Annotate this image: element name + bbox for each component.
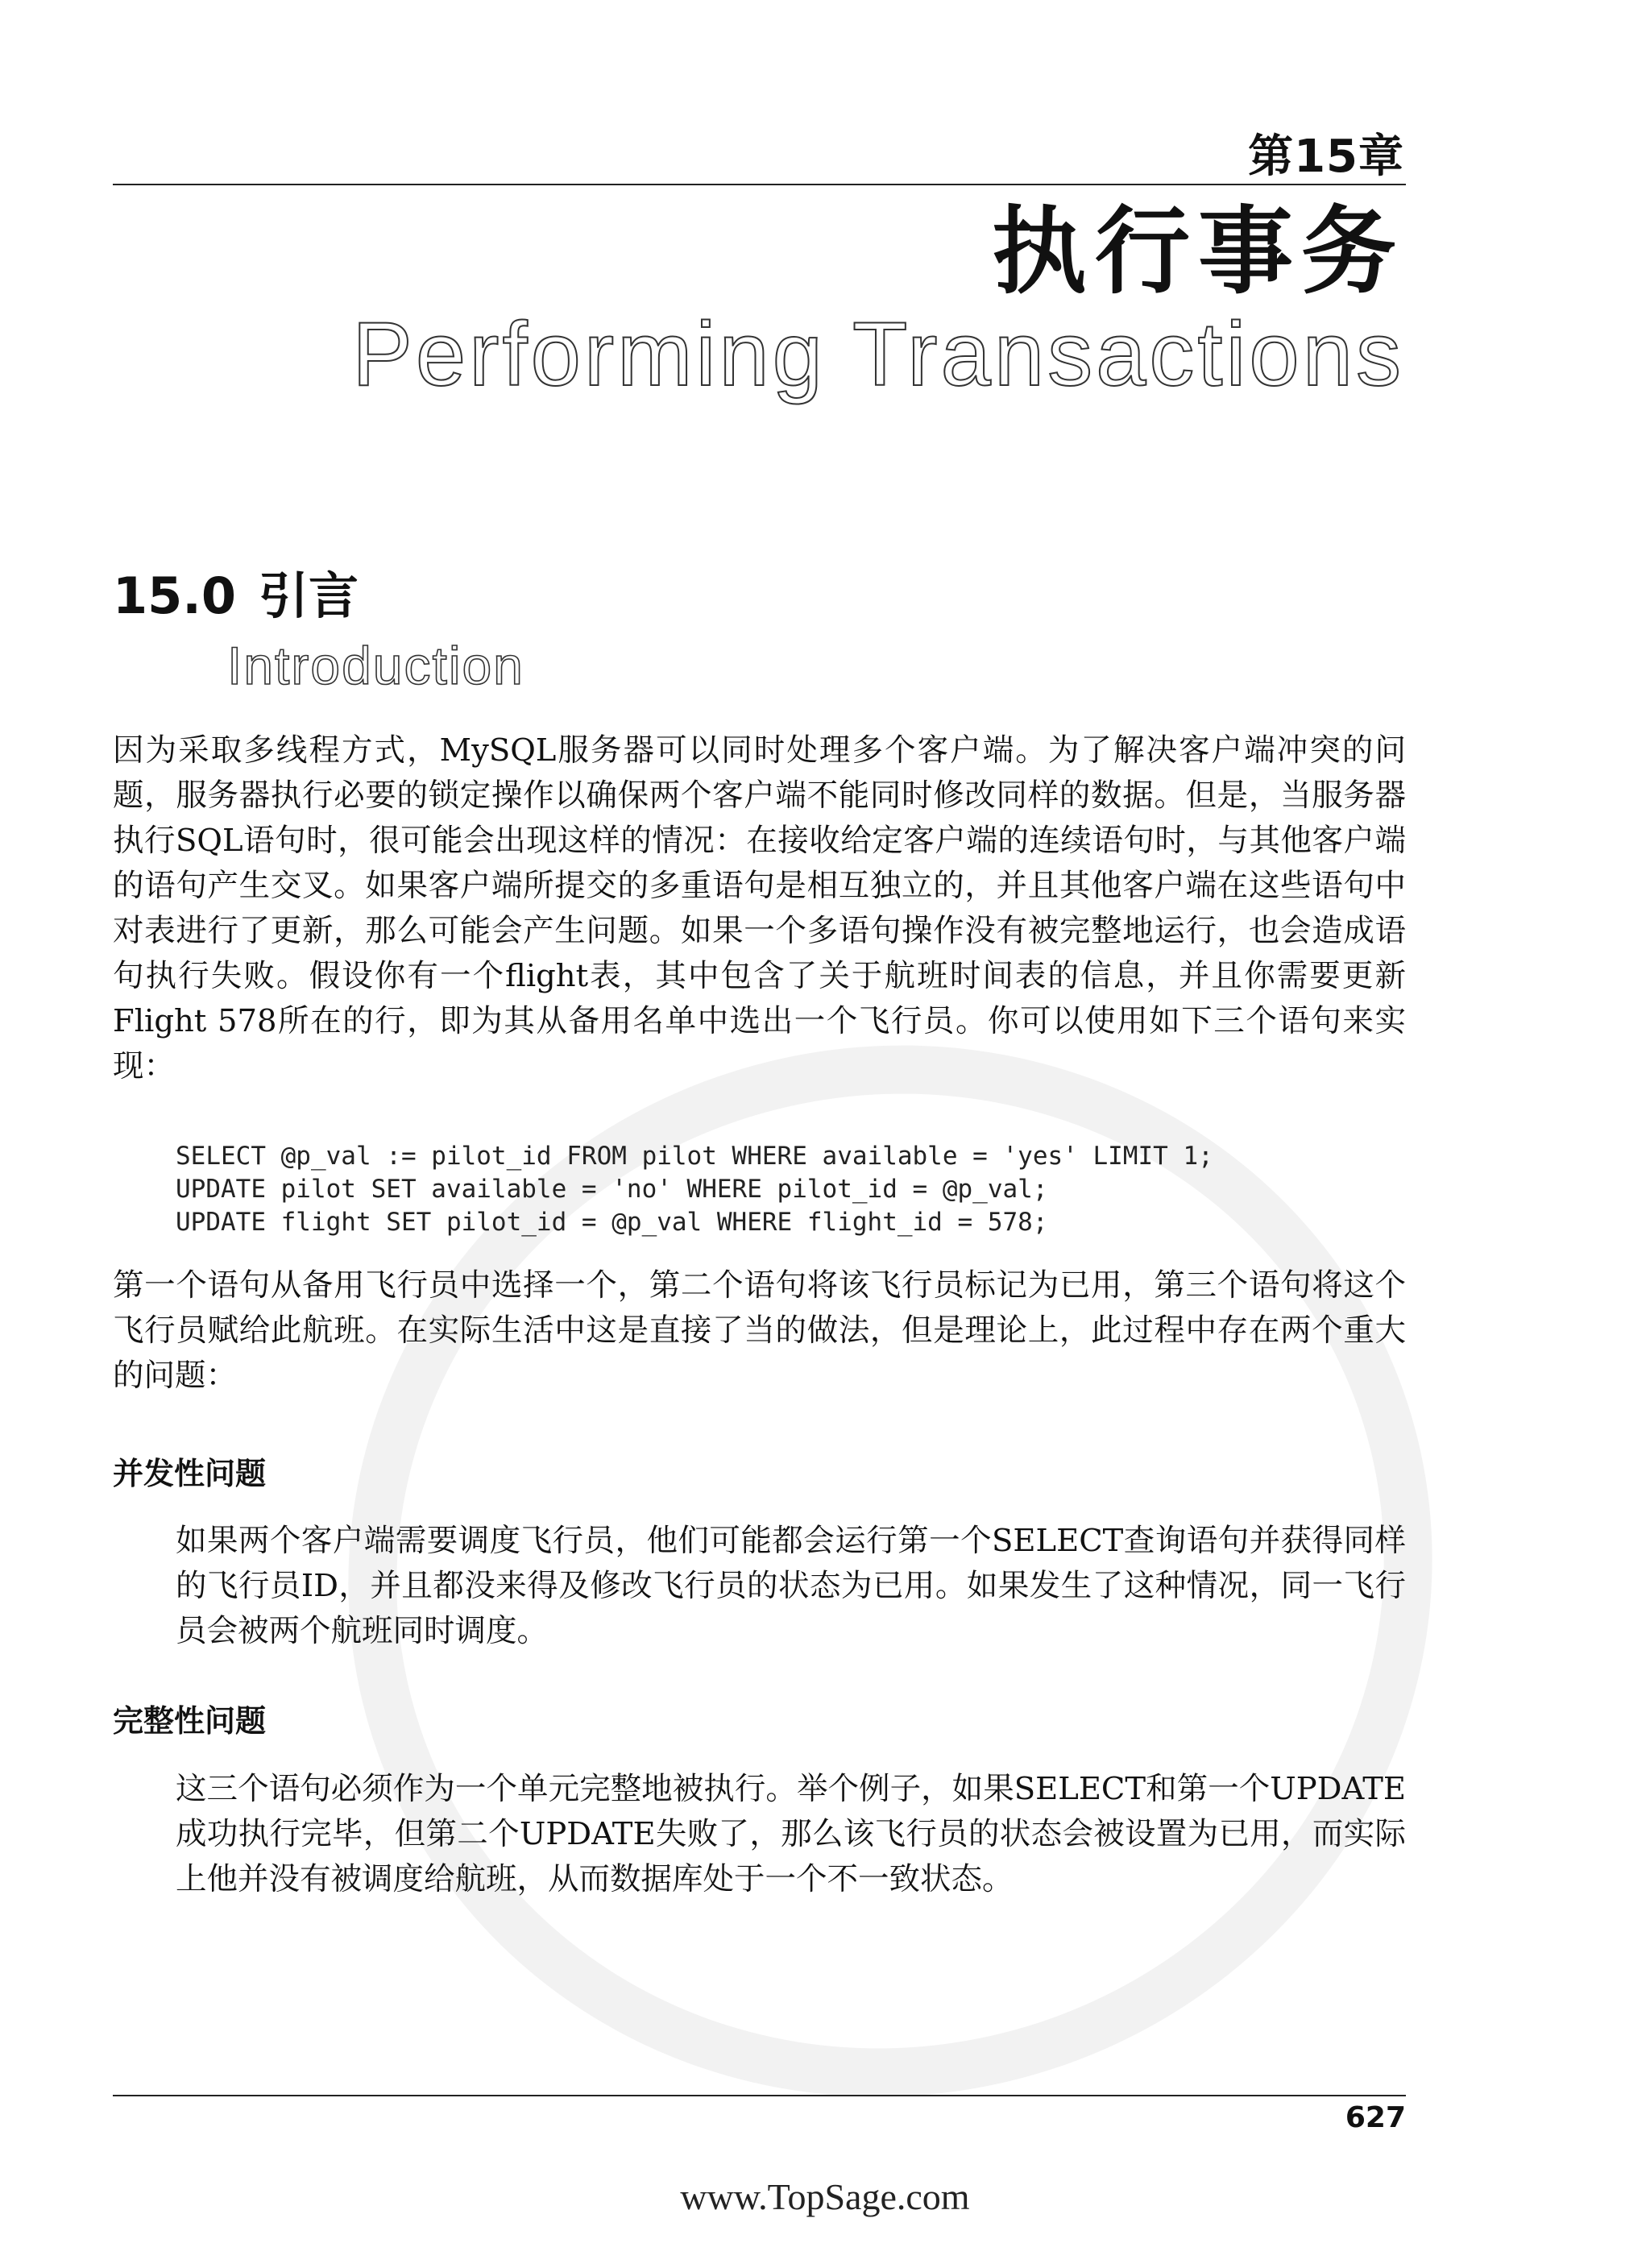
subsection-heading-integrity: 完整性问题 [113,1703,267,1739]
code-line: UPDATE flight SET pilot_id = @p_val WHERE flight_id = 578; [176,1208,1048,1237]
header-rule [113,184,1406,185]
intro-paragraph: 因为采取多线程方式，MySQL服务器可以同时处理多个客户端。为了解决客户端冲突的问题，服务器执行必要的锁定操作以确保两个客户端不能同时修改同样的数据。但是，当服务器执行SQL语句时，很可能会出现这样的情况：在接收给定客户端的连续语句时，与其他客户端的语句产生交叉。如果客户端所提交的多重语句是相互独立的，并且其他客户端在这些语句中对表进行了更新，那么可能会产生问题。如果一个多语句操作没有被完整地运行，也会造成语句执行失败。假设你有一个flight表，其中包含了关于航班时间表的信息，并且你需要更新Flight 578所在的行，即为其从备用名单中选出一个飞行员。你可以使用如下三个语句来实现： [113,732,1406,1084]
chapter-label: 第15章 [1248,131,1404,183]
code-line: UPDATE pilot SET available = 'no' WHERE pilot_id = @p_val; [176,1175,1048,1204]
section-title: 引言 [258,566,359,625]
section-heading [113,556,359,628]
chapter-title-english: Performing Transactions [352,304,1404,404]
subsection-text-concurrency: 如果两个客户端需要调度飞行员，他们可能都会运行第一个SELECT查询语句并获得同样的飞行员ID，并且都没来得及修改飞行员的状态为已用。如果发生了这种情况，同一飞行员会被两个航班同时调度。 [176,1523,1406,1649]
chapter-title-chinese: 执行事务 [991,196,1404,307]
footer-rule [113,2095,1406,2096]
site-watermark: www.TopSage.com [680,2176,970,2217]
subsection-heading-concurrency: 并发性问题 [113,1456,267,1491]
section-number: 15.0 [113,566,236,625]
section-subtitle: Introduction [227,636,524,695]
code-block [176,1140,1213,1239]
page-number: 627 [1345,2101,1406,2134]
code-line: SELECT @p_val := pilot_id FROM pilot WHERE available = 'yes' LIMIT 1; [176,1142,1213,1171]
problem-paragraph: 第一个语句从备用飞行员中选择一个，第二个语句将该飞行员标记为已用，第三个语句将这个飞行员赋给此航班。在实际生活中这是直接了当的做法，但是理论上，此过程中存在两个重大的问题： [113,1267,1406,1394]
subsection-text-integrity: 这三个语句必须作为一个单元完整地被执行。举个例子，如果SELECT和第一个UPDATE成功执行完毕，但第二个UPDATE失败了，那么该飞行员的状态会被设置为已用，而实际上他并没有被调度给航班，从而数据库处于一个不一致状态。 [176,1771,1406,1897]
